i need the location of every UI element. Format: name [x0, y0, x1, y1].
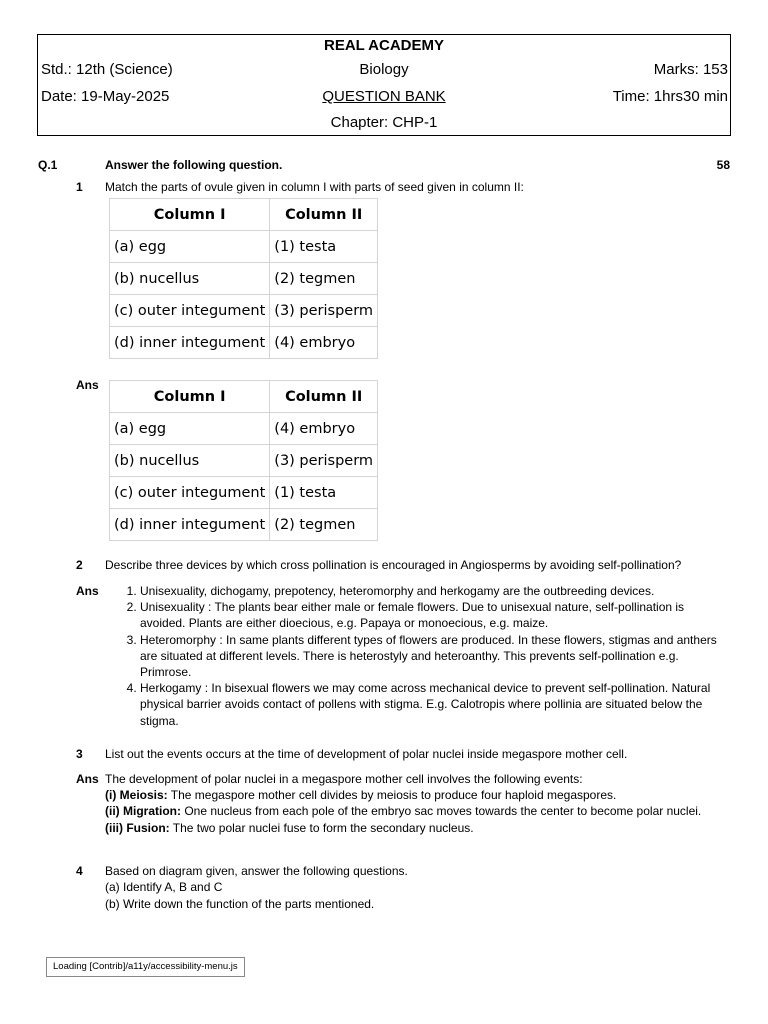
answer-point: [105, 803, 705, 819]
question-text: List out the events occurs at the time of development of polar nuclei inside megaspore mother cell.: [105, 747, 628, 761]
table-header-row: [110, 199, 378, 231]
section-number: Q.1: [38, 158, 58, 172]
table-row: [110, 263, 378, 295]
table-header-row: [110, 381, 378, 413]
point-text: One nucleus from each pole of the embryo sac moves towards the center to become polar nuclei.: [180, 804, 702, 819]
table-cell: (1) testa: [270, 231, 378, 263]
question-number: 1: [76, 180, 83, 194]
point-label: (i) Meiosis:: [105, 788, 168, 803]
section-marks: 58: [716, 158, 730, 172]
table-row: [110, 413, 378, 445]
header-box: [37, 34, 731, 136]
time-label: Time: 1hrs30 min: [612, 88, 728, 105]
table-cell: (d) inner integument: [110, 327, 270, 359]
point-text: The megaspore mother cell divides by meiosis to produce four haploid megaspores.: [167, 788, 617, 803]
list-item: 3. Heteromorphy : In same plants different types of flowers are produced. In these flowers, stigmas and anthers are situated at different levels. There is heterostyly and heteroanthy. This prevents self-pollination e.g. Primrose.: [140, 632, 730, 681]
table-cell: (2) tegmen: [270, 509, 378, 541]
question-subpart: (b) Write down the function of the parts mentioned.: [105, 897, 375, 911]
question-number: 2: [76, 558, 83, 572]
table-row: [110, 509, 378, 541]
institute-name: REAL ACADEMY: [323, 37, 444, 54]
standard-label: Std.: 12th (Science): [41, 61, 173, 78]
answer-label: Ans: [76, 378, 99, 392]
chapter-label: Chapter: CHP-1: [330, 114, 438, 131]
point-label: (iii) Fusion:: [105, 820, 170, 835]
answer-match-table: [109, 380, 378, 541]
table-row: [110, 231, 378, 263]
table-cell: (2) tegmen: [270, 263, 378, 295]
table-cell: (b) nucellus: [110, 263, 270, 295]
column-header: Column I: [110, 199, 270, 231]
answer-point: [105, 820, 705, 836]
list-item: 4. Herkogamy : In bisexual flowers we may come across mechanical device to prevent self-pollination. Natural physical barrier avoids contact of pollens with stigma. E.g. Calotropis where pollinia are situated below the stigma.: [140, 680, 730, 729]
date-label: Date: 19-May-2025: [41, 88, 170, 105]
answer-list: [122, 583, 730, 729]
section-title: Answer the following question.: [105, 158, 283, 172]
column-header: Column II: [270, 381, 378, 413]
table-row: [110, 295, 378, 327]
table-cell: (1) testa: [270, 477, 378, 509]
point-label: (ii) Migration:: [105, 804, 181, 819]
table-row: [110, 477, 378, 509]
table-row: [110, 445, 378, 477]
doc-type-text: QUESTION BANK: [322, 88, 446, 105]
table-cell: (a) egg: [110, 231, 270, 263]
question-text: Match the parts of ovule given in column I with parts of seed given in column II:: [105, 180, 524, 194]
table-cell: (c) outer integument: [110, 295, 270, 327]
question-number: 3: [76, 747, 83, 761]
table-row: [110, 327, 378, 359]
table-cell: (4) embryo: [270, 327, 378, 359]
answer-paragraph: [105, 771, 705, 836]
column-header: Column II: [270, 199, 378, 231]
table-cell: (b) nucellus: [110, 445, 270, 477]
point-text: The two polar nuclei fuse to form the secondary nucleus.: [169, 820, 474, 835]
answer-label: Ans: [76, 772, 99, 786]
marks-label: Marks: 153: [653, 61, 728, 78]
question-text: Describe three devices by which cross pollination is encouraged in Angiosperms by avoiding self-pollination?: [105, 558, 682, 572]
loading-status: Loading [Contrib]/a11y/accessibility-menu.js: [46, 957, 245, 977]
question-subpart: (a) Identify A, B and C: [105, 880, 223, 894]
answer-label: Ans: [76, 584, 99, 598]
table-cell: (c) outer integument: [110, 477, 270, 509]
question-text: Based on diagram given, answer the following questions.: [105, 864, 408, 878]
question-match-table: [109, 198, 378, 359]
subject-label: Biology: [359, 61, 409, 78]
table-cell: (3) perisperm: [270, 445, 378, 477]
answer-intro: The development of polar nuclei in a megaspore mother cell involves the following events:: [105, 772, 583, 786]
table-cell: (3) perisperm: [270, 295, 378, 327]
answer-point: [105, 787, 705, 803]
table-cell: (d) inner integument: [110, 509, 270, 541]
column-header: Column I: [110, 381, 270, 413]
list-item: 2. Unisexuality : The plants bear either male or female flowers. Due to unisexual nature, self-pollination is avoided. Plants are either dioecious, e.g. Papaya or monoecious, e.g. maize.: [140, 599, 730, 631]
table-cell: (a) egg: [110, 413, 270, 445]
table-cell: (4) embryo: [270, 413, 378, 445]
question-number: 4: [76, 864, 83, 878]
list-item: 1. Unisexuality, dichogamy, prepotency, heteromorphy and herkogamy are the outbreeding devices.: [140, 583, 730, 599]
